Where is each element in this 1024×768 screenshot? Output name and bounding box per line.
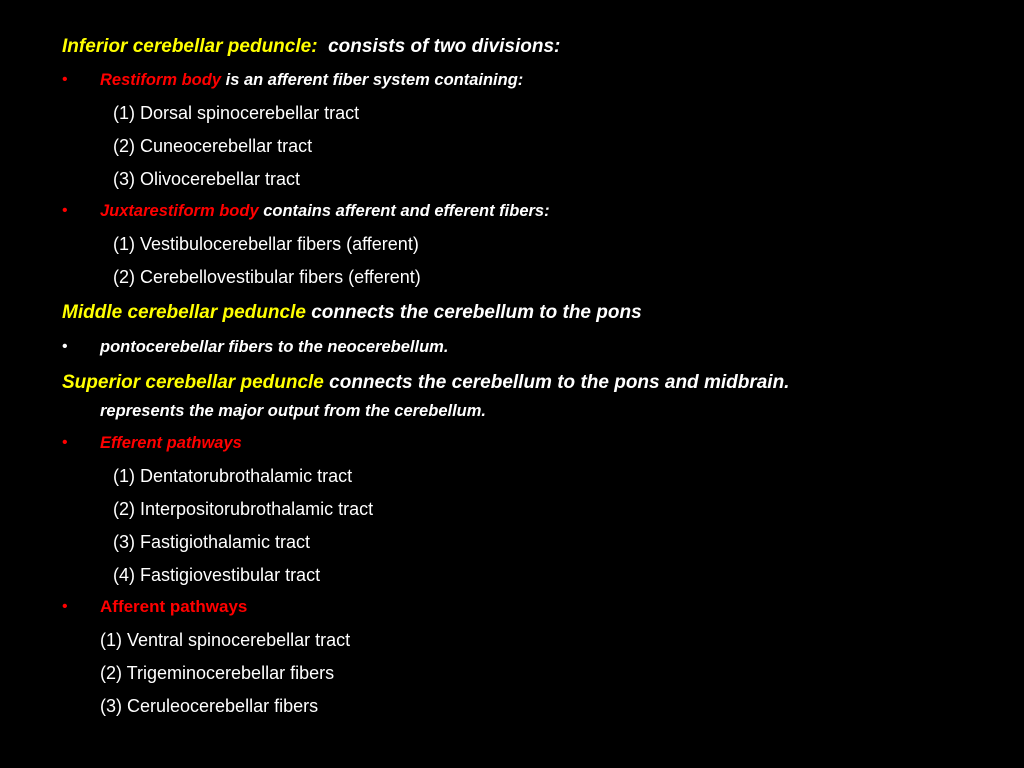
superior-desc2: represents the major output from the cerebellum. bbox=[100, 402, 486, 420]
juxtarestiform-item: (1) Vestibulocerebellar fibers (afferent) bbox=[113, 234, 419, 254]
efferent-item: (3) Fastigiothalamic tract bbox=[113, 532, 311, 552]
middle-item: pontocerebellar fibers to the neocerebellum. bbox=[100, 338, 449, 356]
middle-title: Middle cerebellar peduncle bbox=[62, 302, 306, 323]
efferent-bullet: • bbox=[62, 434, 68, 451]
inferior-title: Inferior cerebellar peduncle: bbox=[62, 36, 318, 57]
superior-title: Superior cerebellar peduncle bbox=[62, 372, 324, 393]
juxtarestiform-item: (2) Cerebellovestibular fibers (efferent) bbox=[113, 267, 421, 287]
restiform-item: (1) Dorsal spinocerebellar tract bbox=[113, 103, 360, 123]
restiform-label: Restiform body bbox=[100, 71, 222, 89]
restiform-item: (2) Cuneocerebellar tract bbox=[113, 136, 313, 156]
middle-bullet: • bbox=[62, 338, 68, 355]
superior-heading bbox=[62, 372, 789, 394]
afferent-item: (2) Trigeminocerebellar fibers bbox=[100, 663, 335, 683]
juxtarestiform-bullet: • bbox=[62, 202, 68, 219]
efferent-item: (4) Fastigiovestibular tract bbox=[113, 565, 321, 585]
afferent-label: Afferent pathways bbox=[100, 597, 248, 616]
juxtarestiform-line bbox=[100, 202, 550, 221]
efferent-item: (1) Dentatorubrothalamic tract bbox=[113, 466, 353, 486]
efferent-label: Efferent pathways bbox=[100, 434, 242, 452]
inferior-desc: consists of two divisions: bbox=[328, 36, 561, 57]
middle-heading bbox=[62, 302, 642, 324]
restiform-item: (3) Olivocerebellar tract bbox=[113, 169, 301, 189]
afferent-item: (1) Ventral spinocerebellar tract bbox=[100, 630, 351, 650]
inferior-heading bbox=[62, 36, 560, 58]
middle-desc: connects the cerebellum to the pons bbox=[311, 302, 642, 323]
juxtarestiform-label: Juxtarestiform body bbox=[100, 202, 259, 220]
restiform-line bbox=[100, 71, 523, 90]
afferent-bullet: • bbox=[62, 598, 68, 615]
restiform-desc: is an afferent fiber system containing: bbox=[225, 71, 524, 89]
superior-desc: connects the cerebellum to the pons and midbrain. bbox=[329, 372, 790, 393]
efferent-item: (2) Interpositorubrothalamic tract bbox=[113, 499, 374, 519]
afferent-item: (3) Ceruleocerebellar fibers bbox=[100, 696, 319, 716]
restiform-bullet: • bbox=[62, 71, 68, 88]
juxtarestiform-desc: contains afferent and efferent fibers: bbox=[263, 202, 550, 220]
